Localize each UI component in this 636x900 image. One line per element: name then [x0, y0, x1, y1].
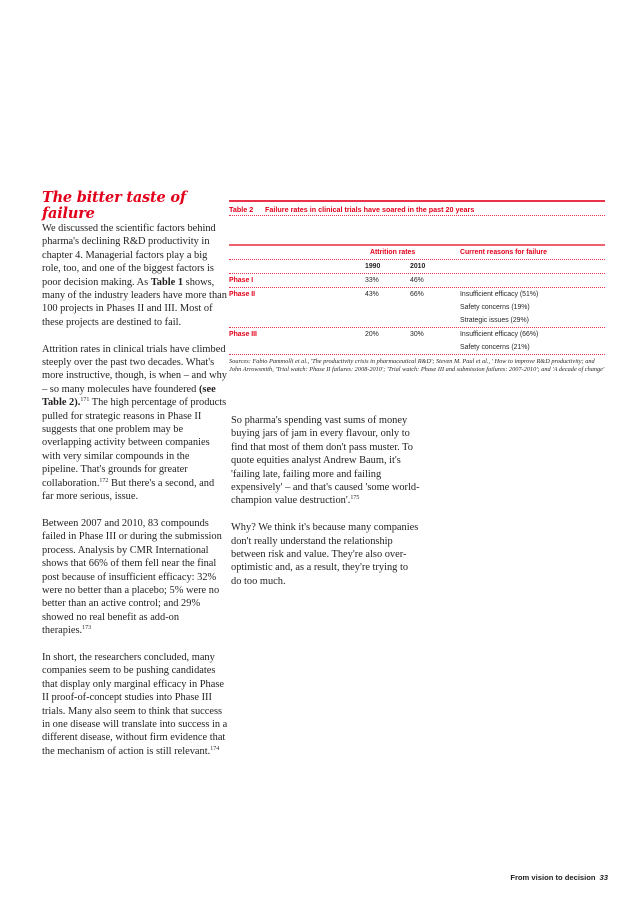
phase-label: Phase I: [229, 277, 254, 284]
table-row: [229, 328, 605, 341]
failure-reason: Strategic issues (29%): [460, 317, 529, 324]
paragraph-text: The high percentage of products pulled for strategic reasons in Phase II suggests that one problem may be overlapping activity between companies with very similar compounds in the pipeline. That's grounds for greater collaboration.: [42, 397, 227, 489]
paragraph-5: [231, 414, 421, 508]
table-sources: Sources: Fabio Pammolli et al., 'The productivity crisis in pharmaceutical R&D'; Steven M. Paul et al., ' How to improve R&D productivity; and John Arrowsmith, 'Trial watch: Phase II failures: 2008-2010'; 'Trial watch: Phase III and submission failures: 2007-2010'; and 'A decade of change': [229, 358, 605, 374]
rate-2010: 46%: [410, 277, 424, 284]
paragraph-text: Why? We think it's because many companies don't really understand the relationship between risk and value. They're also over-optimistic and, as a result, they're trying to do too much.: [231, 522, 419, 587]
paragraph-text: But there's a second, and far more serious, issue.: [42, 477, 215, 503]
header-reasons: Current reasons for failure: [460, 249, 547, 256]
phase-label: Phase II: [229, 291, 256, 298]
header-2010: 2010: [410, 263, 426, 270]
failure-rates-table: [229, 244, 605, 355]
table-2-reference: (see Table 2).: [42, 383, 216, 409]
paragraph-text: Attrition rates in clinical trials have climbed steeply over the past two decades. What's more instructive, though, is when – and why – so many molecules have foundered: [42, 343, 227, 395]
footer-title: From vision to decision: [510, 873, 596, 882]
failure-reason: Insufficient efficacy (66%): [460, 331, 539, 338]
header-1990: 1990: [365, 263, 381, 270]
paragraph-text: We discussed the scientific factors behind pharma's declining R&D productivity in chapter 4. Managerial factors play a big role, too, and one of the biggest factors is poor decision making. As: [42, 223, 216, 288]
table-year-row: [229, 260, 605, 274]
paragraph-text: Between 2007 and 2010, 83 compounds failed in Phase III or during the submission process. Analysis by CMR International shows that 66% of them fell near the final post because of insufficient efficacy: 32% were no better than a placebo; 5% were no better than an active control; and 29% showed no real benefit as add-on therapies.: [42, 517, 222, 637]
phase-label: Phase III: [229, 331, 257, 338]
paragraph-text: shows, many of the industry leaders have more than 100 projects in Phases II and III. Most of these projects are destined to fail.: [42, 276, 227, 328]
paragraph-1: [42, 222, 228, 329]
table-title: Failure rates in clinical trials have soared in the past 20 years: [265, 205, 475, 214]
table-row: [229, 341, 605, 354]
table-row: [229, 274, 605, 288]
footnote-ref: 174: [210, 745, 220, 752]
failure-reason: Safety concerns (21%): [460, 344, 530, 351]
table-1-reference: Table 1: [150, 276, 184, 288]
footnote-ref: 172: [99, 477, 109, 484]
paragraph-6: [231, 521, 421, 588]
table-block: [229, 200, 605, 375]
middle-column: [231, 414, 421, 602]
rate-2010: 30%: [410, 331, 424, 338]
rate-1990: 20%: [365, 331, 379, 338]
header-attrition-rates: Attrition rates: [370, 249, 416, 256]
table-caption: [229, 200, 605, 216]
paragraph-text: So pharma's spending vast sums of money buying jars of jam in every flavour, only to find that most of them don't pass muster. To quote equities analyst Andrew Baum, it's 'failing late, failing more and failing expensively' – and that's caused 'some world-champion value destruction'.: [231, 415, 420, 507]
footnote-ref: 173: [82, 625, 92, 632]
table-row-group: [229, 288, 605, 328]
table-header-row: [229, 246, 605, 260]
table-row-group: [229, 328, 605, 355]
failure-reason: Insufficient efficacy (51%): [460, 291, 539, 298]
table-number: Table 2: [229, 205, 254, 214]
rate-1990: 33%: [365, 277, 379, 284]
footnote-ref: 175: [350, 495, 360, 502]
paragraph-3: [42, 517, 228, 638]
failure-reason: Safety concerns (19%): [460, 304, 530, 311]
rate-2010: 66%: [410, 291, 424, 298]
left-column: [42, 190, 228, 772]
page-footer: [510, 873, 608, 882]
paragraph-4: [42, 651, 228, 758]
paragraph-2: [42, 343, 228, 504]
paragraph-text: In short, the researchers concluded, many companies seem to be pushing candidates that display only marginal efficacy in Phase II proof-of-concept studies into Phase III trials. Many also seem to think that success in one disease will translate into success in a different disease, without firm evidence that the mechanism of action is still relevant.: [42, 651, 228, 757]
section-title: The bitter taste of failure: [42, 189, 186, 222]
table-row: [229, 314, 605, 327]
table-row: [229, 301, 605, 314]
table-row: [229, 288, 605, 301]
footnote-ref: 171: [80, 397, 90, 404]
rate-1990: 43%: [365, 291, 379, 298]
page-number: 33: [599, 873, 608, 882]
